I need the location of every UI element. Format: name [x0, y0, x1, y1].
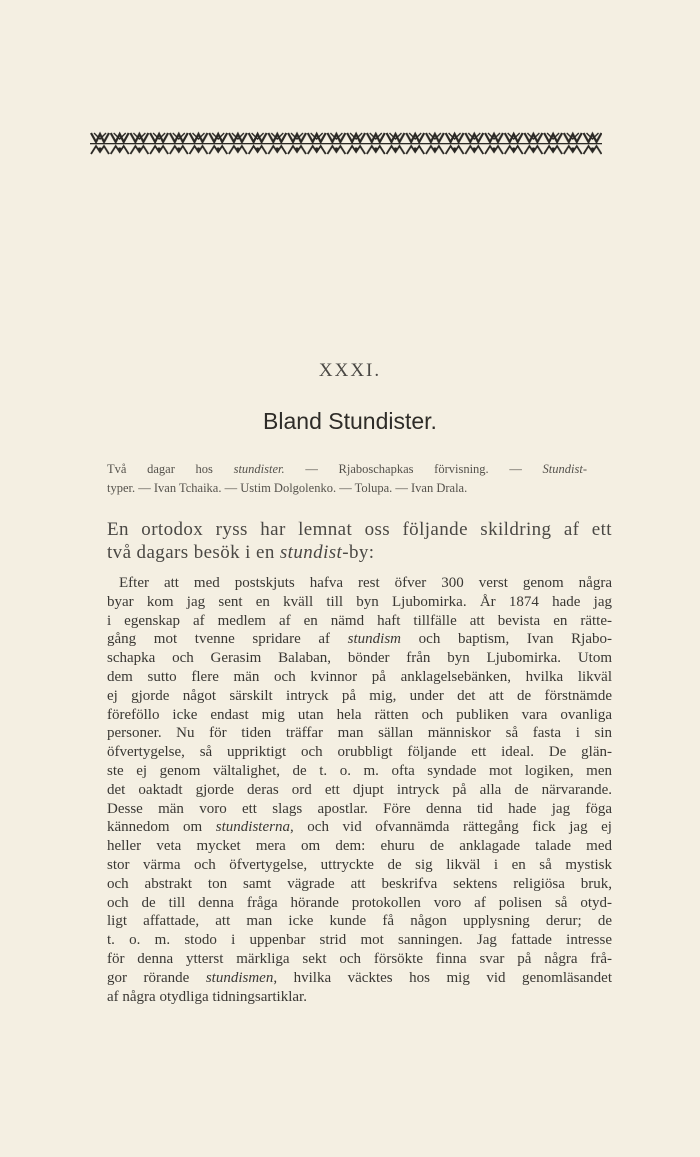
body-line: personer. Nu för tiden träffar man sällan människor så fasta i sin — [107, 725, 612, 742]
body-line: kännedom om stundisterna, och vid ofvannämda rättegång fick jag ej — [107, 819, 612, 836]
body-line: dem sutto flere män och kvinnor på anklagelsebänken, hvilka likväl — [107, 668, 612, 685]
body-italic: stundismen — [205, 969, 274, 986]
body-line: ej gjorde något särskilt intryck på mig, under det att de förstnämde — [107, 687, 612, 704]
lead-paragraph — [107, 518, 612, 564]
body-line: gång mot tvenne spridare af stundism och baptism, Ivan Rjabo- — [107, 631, 612, 648]
body-paragraph — [107, 574, 612, 1006]
body-line: och abstrakt ton samt vägrade att beskrifva sektens religiösa bruk, — [107, 875, 612, 892]
lead-italic: stundist — [279, 542, 343, 563]
body-line: t. o. m. stodo i uppenbar strid mot sanningen. Jag fattade intresse — [107, 932, 612, 949]
chapter-summary — [107, 460, 587, 498]
body-line: det oaktadt gjorde deras ord ett djupt intryck på alla de närvarande. — [107, 781, 612, 798]
summary-text: Två dagar hos — [107, 462, 234, 476]
body-line: heller veta mycket mera om dem: ehuru de anklagade talade med — [107, 838, 612, 855]
body-line: Desse män voro ett slags apostlar. Före denna tid hade jag föga — [107, 800, 612, 817]
summary-italic: Stundist- — [542, 462, 587, 476]
body-italic: stundisterna — [215, 819, 290, 836]
summary-text: — Rjaboschapkas förvisning. — — [284, 462, 543, 476]
body-line: stor värma och öfvertygelse, uttryckte de sig likväl i en så mystisk — [107, 856, 612, 873]
summary-text: typer. — Ivan Tchaika. — Ustim Dolgolenko. — Tolupa. — Ivan Drala. — [107, 481, 468, 495]
body-line: och de till denna fråga hörande protokollen voro af polisen så otyd- — [107, 894, 612, 911]
body-line: ligt affattade, att man icke kunde få någon upplysning derur; de — [107, 913, 612, 930]
body-line: i egenskap af medlem af en nämd haft tillfälle att bevista en rätte- — [107, 612, 612, 629]
ornamental-border — [90, 130, 602, 156]
lead-text: -by: — [342, 542, 375, 563]
body-line: byar kom jag sent en kväll till byn Ljubomirka. År 1874 hade jag — [107, 593, 612, 610]
body-line: ste ej genom vältalighet, de t. o. m. ofta syndade mot logiken, men — [107, 762, 612, 779]
chapter-number: XXXI. — [318, 360, 382, 381]
body-line: af några otydliga tidningsartiklar. — [107, 988, 307, 1005]
body-line: föreföllo icke endast mig utan hela rätten och publiken vara ovanliga — [107, 706, 612, 723]
chapter-title: Bland Stundister. — [263, 408, 437, 434]
summary-italic: stundister. — [233, 462, 285, 476]
body-line: öfvertygelse, så uppriktigt och orubbligt följande ett ideal. De glän- — [107, 744, 612, 761]
body-line: för denna ytterst märkliga sekt och försökte finna svar på några frå- — [107, 950, 612, 967]
body-line: gor rörande stundismen, hvilka väcktes hos mig vid genomläsandet — [107, 969, 612, 986]
lead-line: En ortodox ryss har lemnat oss följande skildring af ett — [107, 519, 612, 540]
body-line: Efter att med postskjuts hafva rest öfver 300 verst genom några — [119, 575, 612, 591]
body-line: schapka och Gerasim Balaban, bönder från byn Ljubomirka. Utom — [107, 650, 612, 667]
lead-text: två dagars besök i en — [107, 542, 280, 563]
body-italic: stundism — [347, 631, 402, 648]
